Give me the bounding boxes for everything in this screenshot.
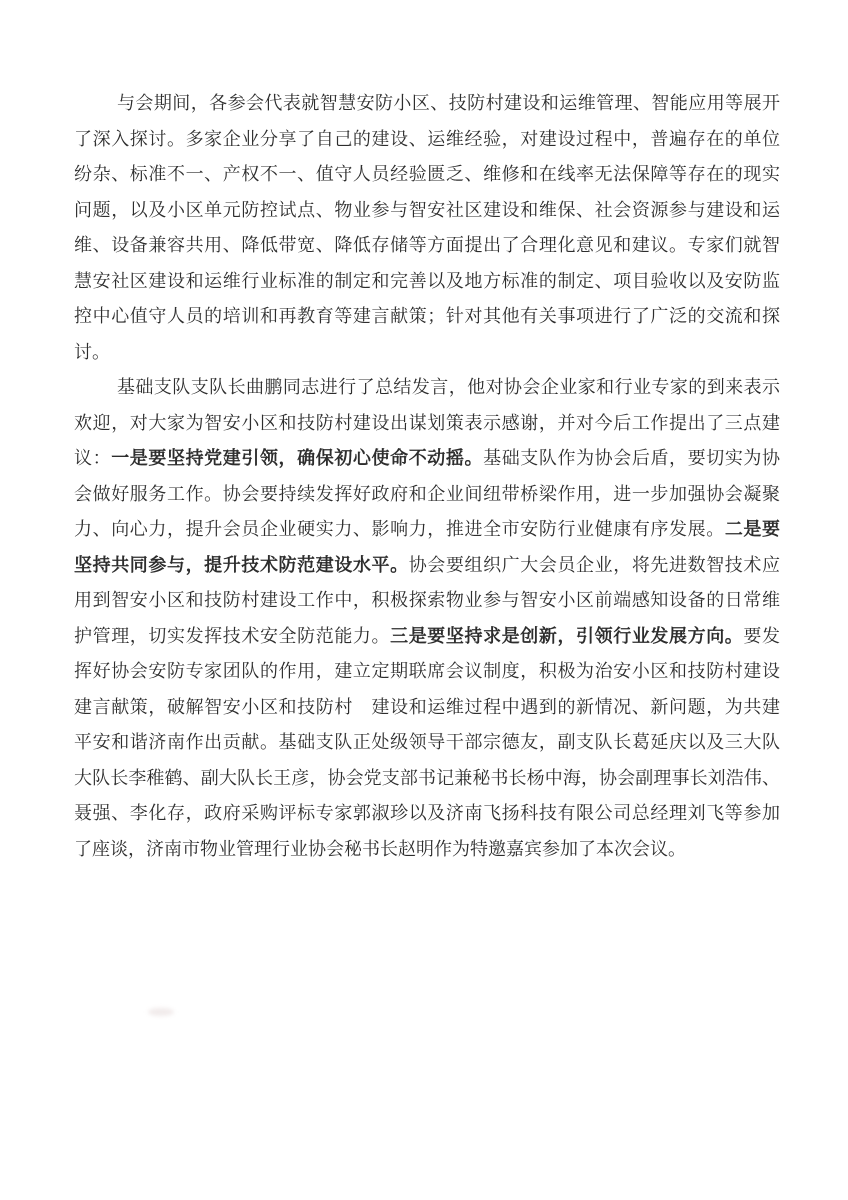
text-line: [74, 654, 780, 690]
text-line: [74, 832, 780, 868]
text-line: [74, 690, 780, 726]
paragraph: [74, 86, 780, 370]
text-line: [74, 619, 780, 655]
text-segment: 会做好服务工作。协会要持续发挥好政府和企业间纽带桥梁作用，进一步加强协会凝聚: [74, 483, 780, 504]
text-line: [74, 157, 780, 193]
text-segment: 欢迎，对大家为智安小区和技防村建设出谋划策表示感谢，并对今后工作提出了三点建: [74, 412, 780, 433]
text-line: [74, 299, 780, 335]
text-segment: 与会期间，各参会代表就智慧安防小区、技防村建设和运维管理、智能应用等展开: [117, 93, 780, 113]
text-line: [74, 370, 780, 406]
text-segment: 要发: [743, 625, 781, 646]
document-body: [74, 86, 780, 867]
text-segment: 讨。: [74, 341, 110, 362]
text-segment: 力、向心力，提升会员企业硬实力、影响力，推进全市安防行业健康有序发展。: [74, 519, 725, 539]
text-line: [74, 122, 780, 158]
text-line: [74, 228, 780, 264]
text-line: [74, 548, 780, 584]
text-segment: 用到智安小区和技防村建设工作中，积极探索物业参与智安小区前端感知设备的日常维: [74, 590, 780, 610]
bold-text-segment: 一是要坚持党建引领，确保初心使命不动摇。: [111, 448, 484, 468]
text-segment: 了深入探讨。多家企业分享了自己的建设、运维经验，对建设过程中，普遍存在的单位: [74, 128, 780, 149]
text-line: [74, 583, 780, 619]
text-segment: 问题，以及小区单元防控试点、物业参与智安社区建设和维保、社会资源参与建设和运: [74, 199, 780, 220]
bold-text-segment: 二是要: [724, 519, 781, 539]
text-segment: 议：: [74, 448, 112, 468]
text-segment: 了座谈，济南市物业管理行业协会秘书长赵明作为特邀嘉宾参加了本次会议。: [74, 838, 686, 859]
text-line: [74, 86, 780, 122]
text-segment: 挥好协会安防专家团队的作用，建立定期联席会议制度，积极为治安小区和技防村建设: [74, 661, 780, 681]
text-segment: 协会要组织广大会员企业，将先进数智技术应: [408, 554, 780, 575]
bold-text-segment: 三是要坚持求是创新，引领行业发展方向。: [390, 625, 744, 646]
text-line: [74, 761, 780, 797]
text-line: [74, 441, 780, 477]
text-line: [74, 477, 780, 513]
text-line: [74, 335, 780, 371]
text-segment: 大队长李稚鹤、副大队长王彦，协会党支部书记兼秘书长杨中海，协会副理事长刘浩伟、: [74, 767, 780, 788]
text-segment: 纷杂、标准不一、产权不一、值守人员经验匮乏、维修和在线率无法保障等存在的现实: [74, 164, 780, 184]
text-segment: 慧安社区建设和运维行业标准的制定和完善以及地方标准的制定、项目验收以及安防监: [74, 270, 780, 291]
text-line: [74, 193, 780, 229]
text-segment: 聂强、李化存，政府采购评标专家郭淑珍以及济南飞扬科技有限公司总经理刘飞等参加: [74, 803, 780, 823]
text-segment: 维、设备兼容共用、降低带宽、降低存储等方面提出了合理化意见和建议。专家们就智: [74, 235, 780, 255]
text-segment: 基础支队作为协会后盾，要切实为协: [483, 448, 781, 468]
text-line: [74, 725, 780, 761]
text-segment: 平安和谐济南作出贡献。基础支队正处级领导干部宗德友，副支队长葛延庆以及三大队: [74, 732, 780, 752]
paragraph: [74, 370, 780, 867]
text-line: [74, 512, 780, 548]
text-line: [74, 406, 780, 442]
page-smudge-artifact: [148, 1008, 174, 1016]
text-segment: 建言献策，破解智安小区和技防村 建设和运维过程中遇到的新情况、新问题，为共建: [74, 696, 780, 717]
text-segment: 控中心值守人员的培训和再教育等建言献策；针对其他有关事项进行了广泛的交流和探: [74, 306, 780, 326]
text-line: [74, 796, 780, 832]
text-segment: 护管理，切实发挥技术安全防范能力。: [74, 625, 391, 646]
bold-text-segment: 坚持共同参与，提升技术防范建设水平。: [74, 554, 409, 575]
text-line: [74, 264, 780, 300]
text-segment: 基础支队支队长曲鹏同志进行了总结发言，他对协会企业家和行业专家的到来表示: [117, 377, 780, 397]
